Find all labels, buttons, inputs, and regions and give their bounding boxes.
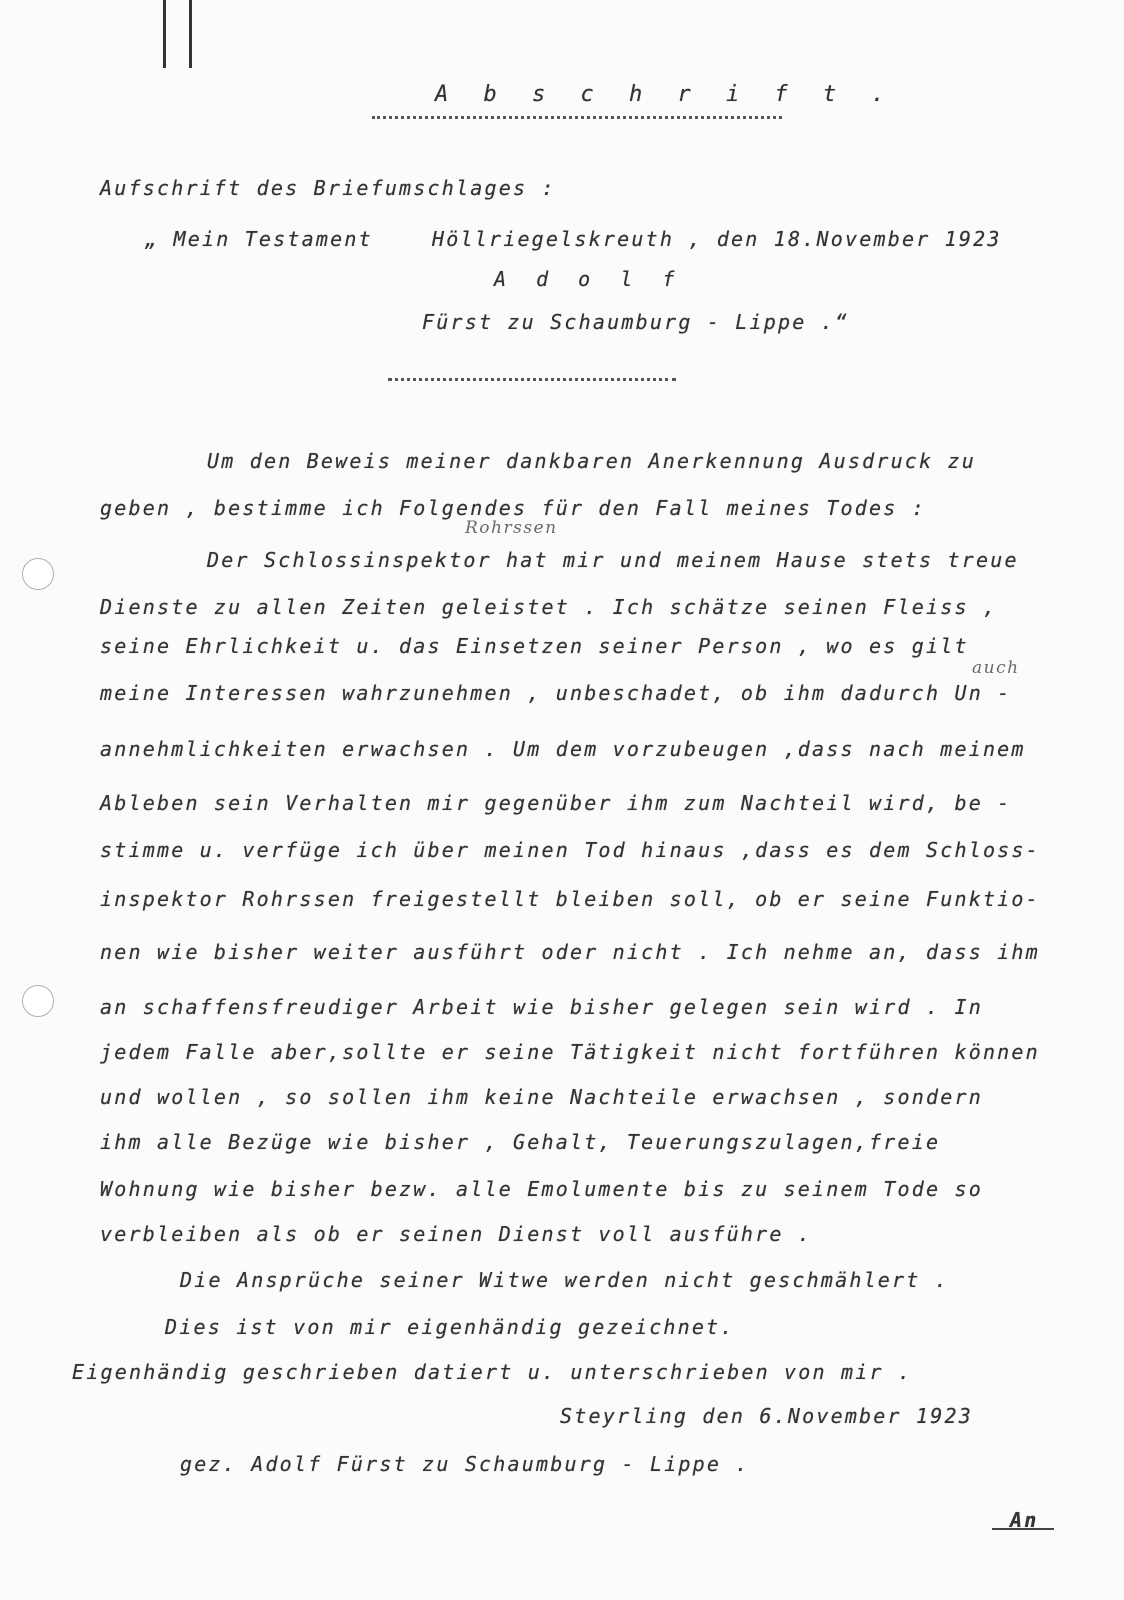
body-line-14: und wollen , so sollen ihm keine Nachteile erwachsen , sondern bbox=[100, 1085, 983, 1109]
punch-hole-lower bbox=[22, 985, 54, 1017]
handwritten-initials: An bbox=[1010, 1508, 1039, 1532]
envelope-line-title: Fürst zu Schaumburg - Lippe .“ bbox=[422, 310, 850, 334]
document-title: A b s c h r i f t . bbox=[435, 82, 896, 107]
body-line-5: seine Ehrlichkeit u. das Einsetzen seiner Person , wo es gilt bbox=[100, 634, 969, 658]
body-line-6: meine Interessen wahrzunehmen , unbeschadet, ob ihm dadurch Un - bbox=[100, 681, 1012, 705]
body-line-3: Der Schlossinspektor hat mir und meinem Hause stets treue bbox=[207, 548, 1019, 572]
closing-signature: gez. Adolf Fürst zu Schaumburg - Lippe . bbox=[180, 1452, 750, 1476]
body-line-20: Eigenhändig geschrieben datiert u. unterschrieben von mir . bbox=[72, 1360, 913, 1384]
envelope-line-name: A d o l f bbox=[494, 267, 684, 291]
body-line-19: Dies ist von mir eigenhändig gezeichnet. bbox=[165, 1315, 735, 1339]
binder-mark-left bbox=[163, 0, 166, 68]
body-line-18: Die Ansprüche seiner Witwe werden nicht geschmählert . bbox=[180, 1268, 950, 1292]
envelope-line-place-date: Höllriegelskreuth , den 18.November 1923 bbox=[432, 227, 1002, 251]
binder-mark-right bbox=[189, 0, 192, 68]
punch-hole-upper bbox=[22, 558, 54, 590]
body-line-12: an schaffensfreudiger Arbeit wie bisher gelegen sein wird . In bbox=[100, 995, 983, 1019]
body-line-4: Dienste zu allen Zeiten geleistet . Ich schätze seinen Fleiss , bbox=[100, 595, 998, 619]
body-line-1: Um den Beweis meiner dankbaren Anerkennung Ausdruck zu bbox=[207, 449, 977, 473]
section-divider bbox=[388, 378, 676, 381]
handwritten-auch-insert: auch bbox=[972, 658, 1020, 678]
body-line-10: inspektor Rohrssen freigestellt bleiben soll, ob er seine Funktio- bbox=[100, 887, 1040, 911]
body-line-2: geben , bestimme ich Folgendes für den Fall meines Todes : bbox=[100, 496, 926, 520]
envelope-caption: Aufschrift des Briefumschlages : bbox=[100, 176, 556, 200]
body-line-17: verbleiben als ob er seinen Dienst voll ausführe . bbox=[100, 1222, 813, 1246]
initials-underline bbox=[992, 1528, 1054, 1530]
body-line-7: annehmlichkeiten erwachsen . Um dem vorzubeugen ,dass nach meinem bbox=[100, 737, 1026, 761]
body-line-11: nen wie bisher weiter ausführt oder nicht . Ich nehme an, dass ihm bbox=[100, 940, 1040, 964]
body-line-13: jedem Falle aber,sollte er seine Tätigkeit nicht fortführen können bbox=[100, 1040, 1040, 1064]
envelope-line-testament: „ Mein Testament bbox=[145, 227, 373, 251]
handwritten-name-insert: Rohrssen bbox=[465, 518, 558, 538]
title-underline bbox=[372, 116, 782, 119]
body-line-16: Wohnung wie bisher bezw. alle Emolumente bis zu seinem Tode so bbox=[100, 1177, 983, 1201]
body-line-8: Ableben sein Verhalten mir gegenüber ihm zum Nachteil wird, be - bbox=[100, 791, 1012, 815]
closing-place-date: Steyrling den 6.November 1923 bbox=[560, 1404, 973, 1428]
body-line-9: stimme u. verfüge ich über meinen Tod hinaus ,dass es dem Schloss- bbox=[100, 838, 1040, 862]
body-line-15: ihm alle Bezüge wie bisher , Gehalt, Teuerungszulagen,freie bbox=[100, 1130, 941, 1154]
